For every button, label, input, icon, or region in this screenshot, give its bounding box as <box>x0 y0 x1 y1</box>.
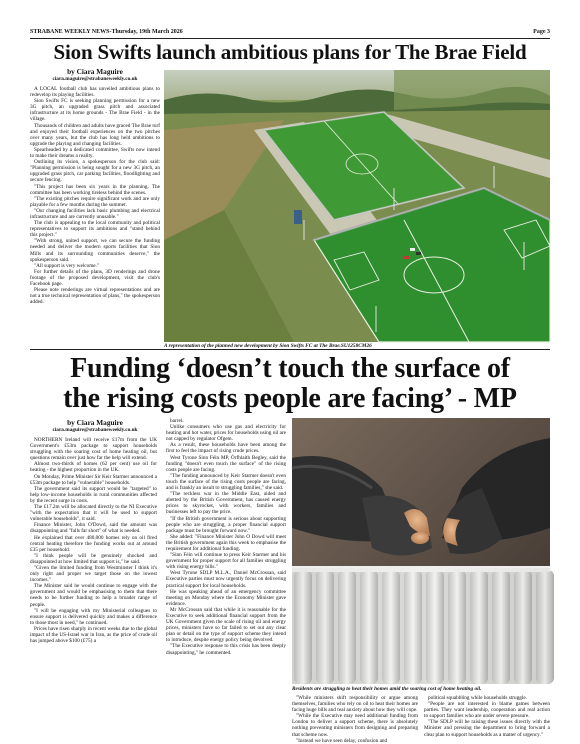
paragraph: West Tyrone SDLP M.L.A., Daniel McCrossan, said Executive parties must now urgently focus on delivering practical support for local households. <box>166 570 286 589</box>
paragraph: He was speaking ahead of an emergency committee meeting on Monday where the Economy Minister gave evidence. <box>166 588 286 607</box>
pitches-illustration <box>164 70 550 342</box>
paragraph: "Given the limited funding from Westminster I think it's only right and proper we target those on the lowest incomes." <box>30 564 157 584</box>
paragraph: "The funding announced by Keir Starmer doesn't even touch the surface of the rising costs people are facing, and is frankly an insult to struggling families," she said. <box>166 472 286 492</box>
paragraph: "People are not interested in blame games between parties. They want leadership, cooperation and real action to support families who are under severe pressure. <box>424 701 550 720</box>
paragraph: As a result, these households have been among the first to feel the impact of rising crude prices. <box>166 442 286 455</box>
masthead-page-number: Page 3 <box>533 29 550 35</box>
paragraph: On Monday, Prime Minister Sir Keir Starmer announced a £53m package to help "vulnerable" households. <box>30 473 157 486</box>
story2-column-4 <box>424 695 550 738</box>
paragraph: For further details of the plans, 3D renderings and drone footage of the proposed development, visit the club's Facebook page. <box>30 268 160 287</box>
story2-byline <box>30 418 160 433</box>
story2-column-1 <box>30 437 157 727</box>
paragraph: The club is appealing to the local community and political representatives to support its ambitions and "stand behind this project." <box>30 220 160 239</box>
paragraph: Spearheaded by a dedicated committee, Swifts now intend to make their dreams a reality. <box>30 146 160 160</box>
paragraph: Thousands of children and adults have graced The Brae turf and enjoyed their football experiences on the two pitches over many years, but the club has long held ambitions to upgrade the playing and changing facilities. <box>30 122 160 147</box>
story2-photo-caption: Residents are struggling to heat their homes amid the soaring cost of home heating oil. <box>292 686 482 692</box>
paragraph: "The SDLP will be raising these issues directly with the Minister and pressing the department to bring forward a clear plan to support households as a matter of urgency." <box>424 719 550 738</box>
story2-column-2 <box>166 418 286 728</box>
story-divider <box>30 349 550 350</box>
paragraph: The Minister said he would continue to engage with the government and would be emphasising to them that there needs to be further funding to help a broader range of people. <box>30 583 157 608</box>
story2-byline-name: by Ciara Maguire <box>67 418 123 427</box>
paragraph: "While the Executive may need additional funding from London to deliver a support scheme, there is absolutely nothing preventing ministers from designing and preparing that scheme now. <box>292 713 418 738</box>
masthead-publication-date: STRABANE WEEKLY NEWS-Thursday, 19th March 2026 <box>30 29 183 35</box>
story1-headline: Sion Swifts launch ambitious plans for The Brae Field <box>53 40 527 64</box>
paragraph: Mr McCrossan said that while it is reasonable for the Executive to seek additional financial support from the UK Government given the scale of rising oil and energy prices, ministers have so far failed to set out any clear plan or detail on the type of support scheme they intend to introduce, despite energy policy being devolved. <box>166 606 286 644</box>
paragraph: "All support is very welcome." <box>34 262 100 269</box>
paragraph: Almost two-thirds of homes (62 per cent) use oil for heating - the highest proportion in the UK. <box>30 461 157 474</box>
paragraph: "The Executive response to this crisis has been deeply disappointing," he commented. <box>166 643 286 656</box>
paragraph: She added: "Finance Minister John O Dowd will meet the British government again this week to emphasise the requirement for additional funding. <box>166 533 286 552</box>
paragraph: Outlining its vision, a spokesperson for the club said: "Planning permission is being sought for a new 3G pitch, an upgraded grass pitch, car parking facilities, floodlighting and secure fencing. <box>30 159 160 184</box>
paragraph: Unlike consumers who use gas and electricity for heating and hot water, prices for households using oil are not capped by regulator Ofgem. <box>166 424 286 443</box>
pitches-aerial-photo <box>164 70 550 342</box>
paragraph: He explained that over 480,000 homes rely on oil fired central heating therefore the funding works out at around £35 per household. <box>30 534 157 553</box>
paragraph: barrel. <box>170 418 184 424</box>
story2-headline-line2: the rising costs people are facing’ - MP <box>63 383 517 414</box>
paragraph: "I think people will be genuinely shocked and disappointed at how limited that support is," he said. <box>30 552 157 565</box>
paragraph: Please note renderings are virtual representations and are not a true technical representation of plans," the spokesperson added. <box>30 287 160 306</box>
paragraph: "I will be engaging with my Ministerial colleagues to ensure support is delivered quickly and makes a difference to those most in need," he continued. <box>30 607 157 626</box>
radiator-illustration <box>292 418 550 684</box>
paragraph: "Instead we have seen delay, confusion and <box>296 737 388 744</box>
paragraph: "The existing pitches require significant work and are only playable for a few months during the summer. <box>30 195 160 208</box>
paragraph: "If the British government is serious about supporting people who are struggling, a proper financial support package must be brought forward now." <box>166 515 286 534</box>
story1-byline-email: ciara.maguire@strabaneweekly.co.uk <box>52 76 138 82</box>
paragraph: The government said its support would be "targeted" to help low-income households in rural communities affected by the recent surge in costs. <box>30 485 157 504</box>
masthead <box>30 27 550 39</box>
paragraph: Finance Minister, John O'Dowd, said the amount was disappointing and "falls far short" of what is needed. <box>30 522 157 535</box>
story2-headline-line1: Funding ‘doesn’t touch the surface of <box>70 353 510 384</box>
story1-photo-caption: A representation of the planned new development by Sion Swifts FC at The Brae.SU1258CM26 <box>164 343 372 349</box>
paragraph: NORTHERN Ireland will receive £17m from the UK Government's £53m package to support households struggling with the soaring cost of home heating oil, but questions remain over just how far the help will extend. <box>30 437 157 462</box>
story1-byline-name: by Ciara Maguire <box>67 67 123 76</box>
radiator-hands-photo <box>292 418 550 684</box>
paragraph: West Tyrone Sinn Féin MP, Órfhlaith Begley, said the funding "doesn't even touch the surface" of the rising costs people are facing. <box>166 454 286 473</box>
paragraph: "The reckless war in the Middle East, aided and abetted by the British Government, has caused energy prices to skyrocket, with workers, families and businesses left to pay the price. <box>166 491 286 516</box>
paragraph: "With strong, united support, we can secure the funding needed and deliver the modern sports facilities that Sion Mills and its surrounding communities deserve," the spokesperson said. <box>30 238 160 263</box>
paragraph: "Our changing facilities lack basic plumbing and electrical infrastructure and are currently unusable." <box>30 207 160 220</box>
paragraph: "Sinn Féin will continue to press Keir Starmer and his government for proper support for all families struggling with rising energy bills." <box>166 552 286 571</box>
story2-headline <box>30 354 550 414</box>
paragraph: "While ministers shift responsibility or argue among themselves, families who rely on oil to heat their homes are facing huge bills and real anxiety about how they will cope. <box>292 695 418 714</box>
story2-column-3 <box>292 695 418 744</box>
story1-byline <box>30 67 160 82</box>
paragraph: Sion Swifts FC is seeking planning permission for a new 3G pitch, an upgraded grass pitch and associated infrastructure at its home grounds - The Brae Field - in the village. <box>30 98 160 123</box>
paragraph: A LOCAL football club has unveiled ambitious plans to redevelop its playing facilities. <box>30 86 160 99</box>
paragraph: Prices have risen sharply in recent weeks due to the global impact of the US-Israel war in Iran, as the price of crude oil has jumped above $100 (£75) a <box>30 625 157 645</box>
story2-byline-email: ciara.maguire@strabaneweekly.co.uk <box>52 427 138 433</box>
paragraph: "This project has been six years in the planning. The committee has been working tireless behind the scenes. <box>30 183 160 196</box>
paragraph: The £17.2m will be allocated directly to the NI Executive "with the expectation that it will be used to support vulnerable households", it said. <box>30 504 157 523</box>
story1-body <box>30 86 160 350</box>
paragraph: political squabbling while households struggle. <box>428 695 528 701</box>
